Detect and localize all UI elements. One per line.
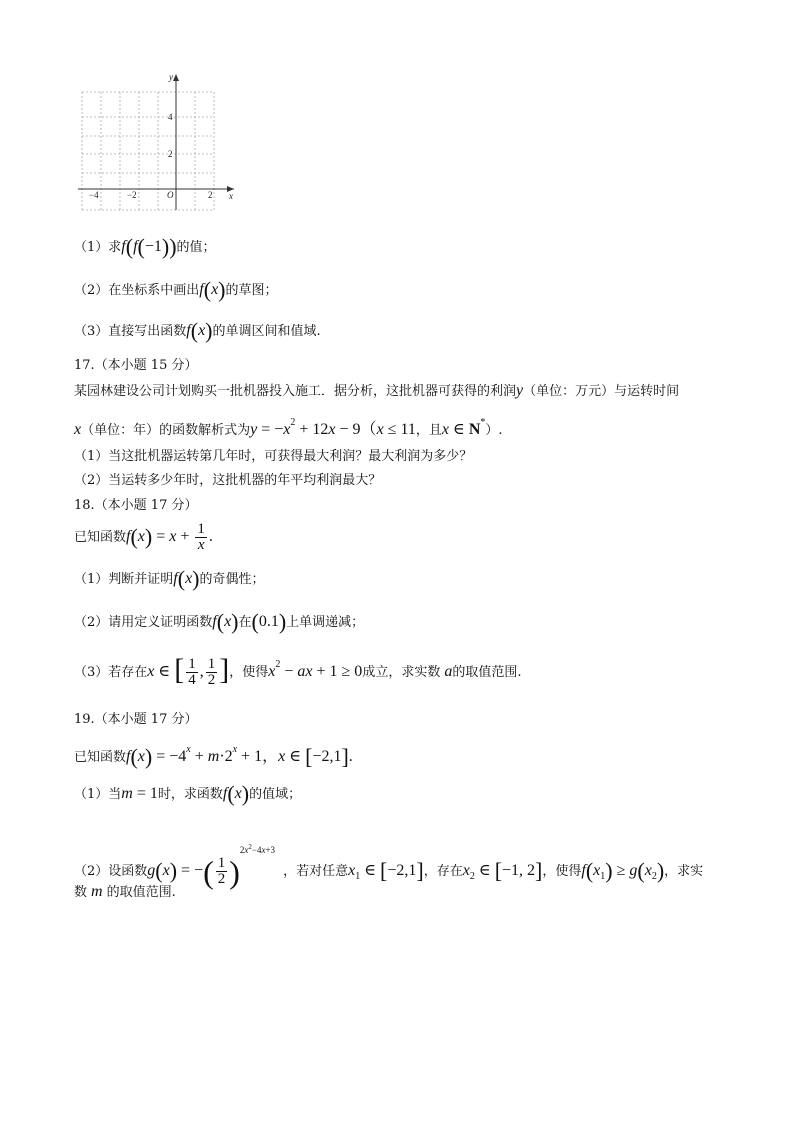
q19-intro: 已知函数$f(x) = -4^x + m\cdot 2^x + 1$，x ∈ [−2,1].	[74, 744, 353, 769]
q19-part-1: （1）当m = 1时，求函数f(x)的值域；	[74, 781, 302, 806]
q18-part-2: （2）请用定义证明函数f(x)在(0.1)上单调递减；	[74, 609, 365, 634]
q18-intro: 已知函数f(x) = x + $\frac{1}{x}$ .	[74, 521, 213, 553]
q17-part-1: （1）当这批机器运转第几年时，可获得最大利润？最大利润为多少？	[74, 449, 473, 464]
q16-part-3: （3）直接写出函数f(x)的单调区间和值域.	[74, 318, 321, 343]
q19-part-2-continued: 数 m 的取值范围.	[74, 883, 176, 900]
q17-header: 17.（本小题 15 分）	[74, 358, 198, 373]
x-axis-label: x	[229, 191, 233, 201]
q19-header: 19.（本小题 17 分）	[74, 712, 198, 727]
q18-part-1: （1）判断并证明f(x)的奇偶性；	[74, 566, 265, 591]
q16-part-1: （1）求f(f(−1))的值；	[74, 234, 216, 259]
q18-part-3: （3）若存在x ∈ [ $\frac{1}{4}$ , $\frac{1}{2}$ ]，使得$x^2$ − ax + 1 ≥ 0成立，求实数 a的取值范围.	[74, 653, 522, 688]
origin-label: O	[167, 190, 174, 200]
x-tick-label: 2	[208, 190, 213, 200]
y-tick-label: 2	[168, 149, 173, 159]
y-axis-label: y	[169, 72, 173, 82]
q17-part-2: （2）当运转多少年时，这批机器的年平均利润最大？	[74, 473, 382, 488]
x-tick-label: −2	[127, 190, 137, 200]
q16-part-2: （2）在坐标系中画出f(x)的草图；	[74, 277, 278, 302]
x-tick-label: −4	[89, 190, 99, 200]
q17-line-1: 某园林建设公司计划购买一批机器投入施工．据分析，这批机器可获得的利润y（单位：万元）与运转时间	[74, 382, 680, 399]
q18-header: 18.（本小题 17 分）	[74, 498, 198, 513]
q19-part-2: （2）设函数g(x) = −( $\frac{1}{2}$ )$^{2x^2-4x+3}$，若对任意$x_1$ ∈ [−2,1]，存在$x_2$ ∈ [−1, 2]，使得$f(x_1) \ge g(x_2)$，求实	[74, 843, 704, 890]
q17-line-2: x（单位：年）的函数解析式为$y = -x^2 + 12x - 9(x \le 11$，且x ∈ N*）.	[74, 417, 503, 438]
coordinate-grid	[72, 70, 242, 215]
y-tick-label: 4	[168, 112, 173, 122]
